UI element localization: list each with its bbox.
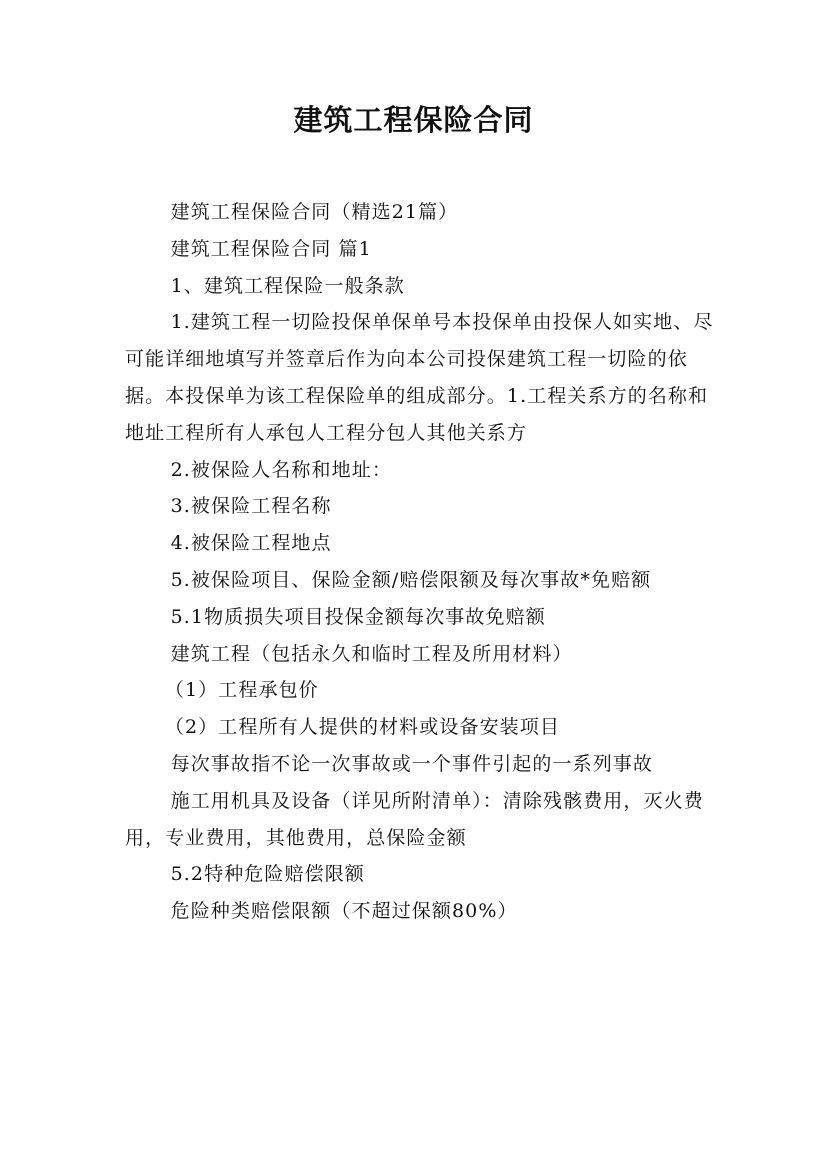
paragraph-accident-definition: 每次事故指不论一次事故或一个事件引起的一系列事故 — [170, 752, 653, 775]
paragraph-clause-5: 5.被保险项目、保险金额/赔偿限额及每次事故*免赔额 — [170, 568, 652, 591]
paragraph-risk-types: 危险种类赔偿限额（不超过保额80%） — [170, 900, 518, 923]
paragraph-construction-works: 建筑工程（包括永久和临时工程及所用材料） — [170, 642, 573, 665]
paragraph-section-heading: 建筑工程保险合同 篇1 — [170, 237, 372, 260]
paragraph-item-1: （1）工程承包价 — [164, 679, 319, 702]
paragraph-subtitle: 建筑工程保险合同（精选21篇） — [170, 201, 459, 223]
paragraph-equipment: 施工用机具及设备（详见所附清单）：清除残骸费用，灭火费用，专业费用，其他费用，总保险金额 — [125, 789, 704, 849]
paragraph-clause-3: 3.被保险工程名称 — [170, 495, 332, 518]
paragraph-clause-1: 1.建筑工程一切险投保单保单号本投保单由投保人如实地、尽可能详细地填写并签章后作为向本公司投保建筑工程一切险的依据。本投保单为该工程保险单的组成部分。1.工程关系方的名称和地址工程所有人承包人工程分包人其他关系方 — [125, 311, 714, 444]
paragraph-clause-5-2: 5.2特种危险赔偿限额 — [170, 863, 365, 886]
document-title: 建筑工程保险合同 — [293, 103, 534, 137]
paragraph-item-2: （2）工程所有人提供的材料或设备安装项目 — [164, 716, 560, 739]
paragraph-clause-5-1: 5.1物质损失项目投保金额每次事故免赔额 — [170, 605, 546, 628]
paragraph-clause-heading: 1、建筑工程保险一般条款 — [170, 274, 405, 297]
paragraph-clause-4: 4.被保险工程地点 — [170, 532, 332, 555]
document-body — [125, 194, 715, 930]
paragraph-clause-2: 2.被保险人名称和地址： — [170, 458, 392, 481]
